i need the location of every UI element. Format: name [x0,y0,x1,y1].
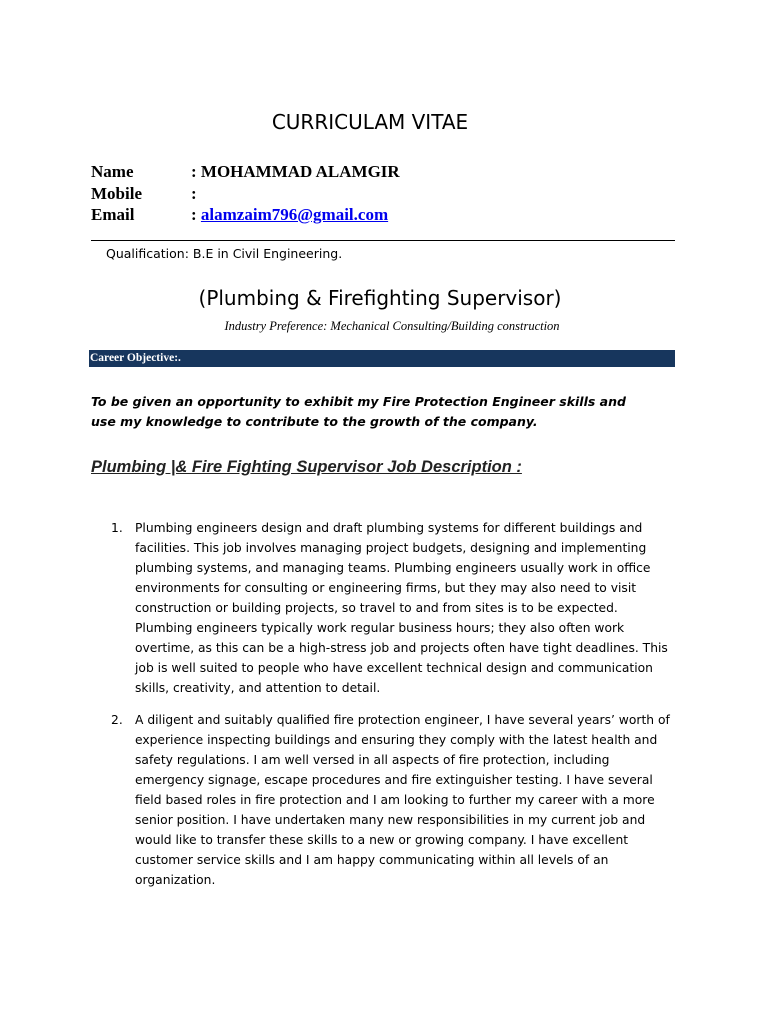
list-item [91,518,676,698]
email-label: Email [91,205,135,224]
list-item-number: 1. [111,521,123,535]
qualification-text: Qualification: B.E in Civil Engineering. [106,246,343,261]
job-description-list [91,518,676,902]
position-headline: (Plumbing & Firefighting Supervisor) [198,286,562,310]
email-separator: : [191,205,197,224]
mobile-row [91,183,400,205]
list-item-text: Plumbing engineers design and draft plumbing systems for different buildings and facilities. This job involves managing project budgets, designing and implementing plumbing systems, and managing teams. Plumbing engineers usually work in office environments for consulting or engineering firms, but they may also need to visit construction or building projects, so travel to and from sites is to be expected. Plumbing engineers typically work regular business hours; they also often work overtime, as this can be a high-stress job and projects often have tight deadlines. This job is well suited to people who have excellent technical design and communication skills, creativity, and attention to detail. [135,521,668,695]
name-row [91,161,400,183]
list-item-number: 2. [111,713,123,727]
list-item [91,710,676,890]
list-item-text: A diligent and suitably qualified fire protection engineer, I have several years’ worth of experience inspecting buildings and ensuring they comply with the latest health and safety regulations. I am well versed in all aspects of fire protection, including emergency signage, escape procedures and fire extinguisher testing. I have several field based roles in fire protection and I am looking to further my career with a more senior position. I have undertaken many new responsibilities in my current job and would like to transfer these skills to a new or growing company. I have excellent customer service skills and I am happy communicating within all levels of an organization. [135,713,670,887]
career-objective-text: To be given an opportunity to exhibit my Fire Protection Engineer skills and use my knowledge to contribute to the growth of the company. [91,394,626,429]
email-link[interactable]: alamzaim796@gmail.com [200,205,389,224]
email-row [91,204,400,226]
name-label: Name [91,162,134,181]
mobile-label: Mobile [91,183,142,203]
industry-preference: Industry Preference: Mechanical Consulting/Building construction [224,319,560,333]
name-value: : MOHAMMAD ALAMGIR [191,162,400,181]
horizontal-divider [91,240,675,241]
document-title: CURRICULAM VITAE [271,110,469,134]
contact-block [91,161,400,226]
mobile-value: : [191,183,197,203]
job-description-heading: Plumbing |& Fire Fighting Supervisor Job Description : [91,458,522,476]
career-objective-bar: Career Objective:. [89,350,675,367]
